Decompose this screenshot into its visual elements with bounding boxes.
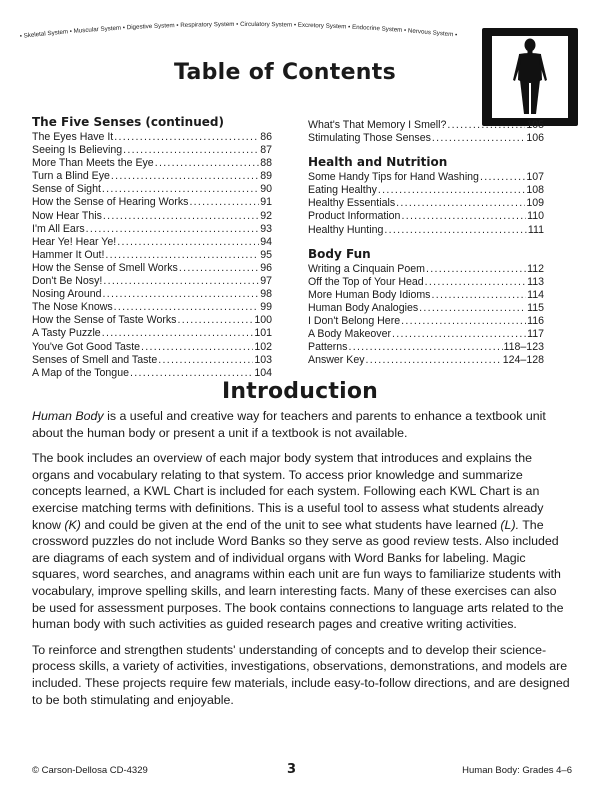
toc-leader-dots xyxy=(426,263,526,276)
toc-title: Table of Contents xyxy=(174,60,396,85)
toc-entry xyxy=(308,132,544,145)
toc-entry-page: 104 xyxy=(254,366,272,379)
toc-entry-title: What's That Memory I Smell? xyxy=(308,119,447,131)
toc-entry-page: 105 xyxy=(526,119,544,131)
toc-entry xyxy=(32,301,272,314)
toc-entry xyxy=(32,327,272,340)
toc-leader-dots xyxy=(111,170,259,183)
toc-entry xyxy=(32,131,272,144)
intro-p2-text-a: The book includes an overview of each major body system that introduces and explains the organs and vocabulary relating to that system. To access prior knowledge and summarize concepts learned, a KWL Chart is included for each system. Following each KWL Chart is an exercise matching terms with definitions. This is a useful tool to assess what students already know xyxy=(32,451,544,532)
intro-p2-l: (L). xyxy=(500,517,520,532)
toc-leader-dots xyxy=(378,184,525,197)
toc-leader-dots xyxy=(103,288,260,301)
toc-right-column xyxy=(308,119,544,367)
toc-entry-page: 115 xyxy=(527,301,544,314)
toc-entry xyxy=(32,262,272,275)
toc-entry xyxy=(308,341,544,354)
toc-leader-dots xyxy=(141,341,253,354)
footer-copyright: © Carson-Dellosa CD-4329 xyxy=(32,765,148,776)
intro-p2-text-c: The crossword puzzles do not include Word Banks so they serve as good review tests. Also included are diagrams of each system and of individual organs with Word Banks for labeling. Magic squares, word searches, and anagrams within each unit are fun ways to familiarize students with vocabulary, improve spelling skills, and learn interesting facts. Many of these exercises can also be used for assessment purposes. The book contains connections to language arts related to the human body with such activities as guided research pages and creative writing activities. xyxy=(32,517,564,632)
toc-entry-title: A Body Makeover xyxy=(308,328,392,341)
section-heading-health: Health and Nutrition xyxy=(308,155,448,170)
toc-entry-title: Healthy Hunting xyxy=(308,223,384,236)
toc-leader-dots xyxy=(392,328,526,341)
toc-entry-page: 106 xyxy=(526,132,544,145)
toc-entry-page: 116 xyxy=(527,315,544,328)
toc-leader-dots xyxy=(114,301,260,314)
toc-leader-dots xyxy=(102,327,254,340)
toc-entry-page: 98 xyxy=(260,288,272,301)
toc-leader-dots xyxy=(86,223,260,236)
toc-leader-dots xyxy=(432,132,525,145)
section-heading-body-fun: Body Fun xyxy=(308,246,371,261)
toc-entry xyxy=(32,275,272,288)
toc-entry xyxy=(32,354,272,367)
toc-entry xyxy=(308,224,544,237)
toc-entry-page: 101 xyxy=(254,327,272,340)
toc-entry-page: 91 xyxy=(260,196,272,209)
toc-entry-page: 109 xyxy=(526,197,544,210)
toc-leader-dots xyxy=(447,119,525,132)
toc-entry-title: Patterns xyxy=(308,341,348,354)
toc-entry-page: 89 xyxy=(260,170,272,183)
toc-entry-title: Hear Ye! Hear Ye! xyxy=(32,235,117,248)
toc-leader-dots xyxy=(401,315,526,328)
intro-p1-text: is a useful and creative way for teachers and parents to enhance a textbook unit about the human body or present a unit if a textbook is not available. xyxy=(32,409,546,440)
intro-p2-text-b: and could be given at the end of the unit to see what students have learned xyxy=(80,517,501,532)
toc-entry-page: 90 xyxy=(260,183,272,196)
toc-left-column xyxy=(32,115,272,380)
toc-entry-page: 100 xyxy=(254,314,272,327)
toc-leader-dots xyxy=(348,341,502,354)
toc-leader-dots xyxy=(114,131,259,144)
toc-leader-dots xyxy=(130,367,253,380)
intro-p2-k: (K) xyxy=(64,517,81,532)
toc-entry xyxy=(32,170,272,183)
toc-entry-title: Sense of Sight xyxy=(32,183,101,196)
toc-entry-page: 110 xyxy=(527,210,544,223)
intro-paragraph-2 xyxy=(32,450,572,633)
systems-arc xyxy=(12,16,482,52)
book-title-italic: Human Body xyxy=(32,409,104,423)
toc-leader-dots xyxy=(189,196,259,209)
toc-leader-dots xyxy=(419,302,526,315)
toc-entry-page: 107 xyxy=(526,171,544,184)
toc-entry-page: 97 xyxy=(260,275,272,288)
toc-entry xyxy=(32,249,272,262)
toc-entry xyxy=(32,367,272,380)
toc-entry-page: 96 xyxy=(260,261,272,274)
toc-entry-page: 117 xyxy=(527,328,544,341)
toc-entries-body-fun xyxy=(308,263,544,368)
intro-paragraph-1 xyxy=(32,408,572,441)
toc-entries-health xyxy=(308,171,544,236)
toc-entry-title: Human Body Analogies xyxy=(308,301,419,314)
toc-entry xyxy=(32,314,272,327)
toc-leader-dots xyxy=(480,171,525,184)
toc-entry-page: 94 xyxy=(260,235,272,248)
toc-leader-dots xyxy=(117,236,259,249)
intro-title: Introduction xyxy=(221,379,378,404)
toc-entry-title: Off the Top of Your Head xyxy=(308,275,424,288)
toc-entry xyxy=(308,197,544,210)
toc-entry-title: More Human Body Idioms xyxy=(308,288,431,301)
toc-entry-title: How the Sense of Taste Works xyxy=(32,314,177,327)
toc-leader-dots xyxy=(396,197,525,210)
toc-entry-title: Healthy Essentials xyxy=(308,197,396,210)
toc-entry xyxy=(308,171,544,184)
toc-entry-title: How the Sense of Hearing Works xyxy=(32,196,189,209)
toc-entry-title: Answer Key xyxy=(308,354,365,367)
toc-entry-page: 113 xyxy=(527,275,544,288)
toc-entry xyxy=(32,288,272,301)
toc-entry xyxy=(32,183,272,196)
intro-body xyxy=(32,408,572,717)
toc-entry-page: 93 xyxy=(260,222,272,235)
toc-entry-title: Don't Be Nosy! xyxy=(32,275,103,288)
toc-entries-five-senses xyxy=(32,131,272,380)
toc-entry-page: 114 xyxy=(527,288,544,301)
toc-leader-dots xyxy=(102,183,259,196)
toc-entry-page: 95 xyxy=(260,248,272,261)
toc-entry-title: Hammer It Out! xyxy=(32,248,105,261)
toc-entry xyxy=(308,354,544,367)
toc-entry-title: You've Got Good Taste xyxy=(32,340,141,353)
toc-leader-dots xyxy=(425,276,526,289)
toc-entry xyxy=(308,302,544,315)
toc-entry-title: A Tasty Puzzle xyxy=(32,327,101,340)
toc-entry xyxy=(308,328,544,341)
toc-entry-title: A Map of the Tongue xyxy=(32,366,129,379)
toc-entry-title: Some Handy Tips for Hand Washing xyxy=(308,171,479,184)
toc-entry-title: More Than Meets the Eye xyxy=(32,157,154,170)
toc-entry xyxy=(308,276,544,289)
toc-entry xyxy=(308,263,544,276)
toc-leader-dots xyxy=(401,210,526,223)
toc-entry xyxy=(308,210,544,223)
toc-entry-page: 103 xyxy=(254,353,272,366)
toc-entry xyxy=(32,157,272,170)
toc-entry-page: 86 xyxy=(260,131,272,143)
section-heading-five-senses: The Five Senses (continued) xyxy=(32,115,224,129)
toc-entry-page: 92 xyxy=(260,209,272,222)
toc-leader-dots xyxy=(431,289,526,302)
toc-entry-title: Senses of Smell and Taste xyxy=(32,353,158,366)
page-footer xyxy=(32,762,572,778)
toc-leader-dots xyxy=(366,354,502,367)
toc-entry-title: The Eyes Have It xyxy=(32,131,114,143)
toc-entry-page: 108 xyxy=(526,184,544,197)
toc-entry-title: Nosing Around xyxy=(32,288,102,301)
toc-entry-title: I Don't Belong Here xyxy=(308,315,401,328)
footer-book-title: Human Body: Grades 4–6 xyxy=(462,765,572,776)
toc-leader-dots xyxy=(384,224,527,237)
toc-entry-page: 124–128 xyxy=(502,354,544,367)
toc-entry-title: Now Hear This xyxy=(32,209,102,222)
toc-entry xyxy=(32,223,272,236)
toc-entry-title: I'm All Ears xyxy=(32,222,85,235)
toc-leader-dots xyxy=(177,314,253,327)
toc-entry xyxy=(32,144,272,157)
toc-entry-page: 99 xyxy=(260,301,272,314)
toc-entry-title: The Nose Knows xyxy=(32,301,113,314)
toc-entry xyxy=(308,184,544,197)
toc-leader-dots xyxy=(103,275,259,288)
intro-paragraph-3: To reinforce and strengthen students' understanding of concepts and to develop their science-process skills, a variety of activities, investigations, observations, demonstrations, and models are included. These projects require few materials, include easy-to-follow directions, and are designed to be both stimulating and enjoyable. xyxy=(32,642,570,707)
toc-leader-dots xyxy=(105,249,259,262)
toc-entry-page: 111 xyxy=(527,223,544,236)
toc-entry-page: 118–123 xyxy=(503,341,544,354)
toc-leader-dots xyxy=(155,157,260,170)
toc-entry-title: Writing a Cinquain Poem xyxy=(308,262,425,275)
toc-leader-dots xyxy=(103,210,259,223)
toc-entry-page: 88 xyxy=(260,157,272,170)
toc-entries-continued xyxy=(308,119,544,145)
toc-leader-dots xyxy=(158,354,253,367)
toc-entry-title: Eating Healthy xyxy=(308,184,377,197)
toc-entry-page: 87 xyxy=(260,144,272,157)
toc-entry-title: Stimulating Those Senses xyxy=(308,132,431,145)
toc-entry-title: Seeing Is Believing xyxy=(32,144,123,157)
toc-entry xyxy=(32,210,272,223)
systems-arc-text: • Skeletal System • Muscular System • Digestive System • Respiratory System • Circulatory System • Excretory System • Endocrine System • Nervous System • xyxy=(19,20,458,40)
toc-entry xyxy=(32,196,272,209)
footer-page-number: 3 xyxy=(287,762,297,777)
toc-entry xyxy=(308,289,544,302)
toc-entry-page: 112 xyxy=(527,262,544,275)
toc-entry xyxy=(308,315,544,328)
toc-entry-title: Turn a Blind Eye xyxy=(32,170,110,183)
toc-entry-title: Product Information xyxy=(308,210,401,223)
toc-entry xyxy=(32,236,272,249)
toc-entry xyxy=(308,119,544,132)
toc-entry-page: 102 xyxy=(254,340,272,353)
toc-entry-title: How the Sense of Smell Works xyxy=(32,261,178,274)
toc-leader-dots xyxy=(179,262,259,275)
toc-entry xyxy=(32,341,272,354)
toc-leader-dots xyxy=(123,144,259,157)
